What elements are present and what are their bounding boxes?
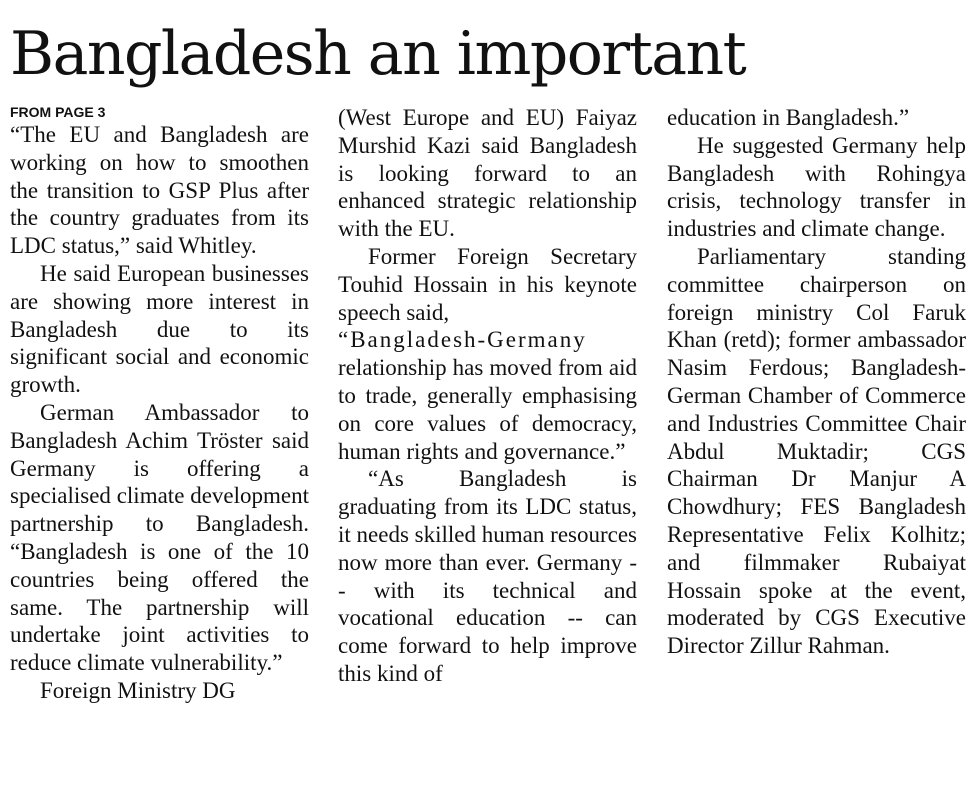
article-column-2 <box>338 104 637 688</box>
paragraph: Foreign Ministry DG <box>40 677 236 703</box>
headline: Bangladesh an important <box>10 19 746 89</box>
paragraph: German Ambassador to Bangladesh Achim Tröster said Germany is offering a specialised climate development partnership to Bangladesh. “Bangladesh is one of the 10 countries being offered the same. The partnership will undertake joint activities to reduce climate vulnerability.” <box>10 399 309 676</box>
paragraph: He said European businesses are showing more interest in Bangladesh due to its significant social and economic growth. <box>10 260 309 398</box>
paragraph: Parliamentary standing committee chairperson on foreign ministry Col Faruk Khan (retd); former ambassador Nasim Ferdous; Bangladesh-German Chamber of Commerce and Industries Committee Chair Abdul Muktadir; CGS Chairman Dr Manjur A Chowdhury; FES Bangladesh Representative Felix Kolhitz; and filmmaker Rubaiyat Hossain spoke at the event, moderated by CGS Executive Director Zillur Rahman. <box>667 243 966 659</box>
article-column-3 <box>667 104 966 660</box>
paragraph: Former Foreign Secretary Touhid Hossain in his keynote speech said, <box>338 243 637 325</box>
paragraph: (West Europe and EU) Faiyaz Murshid Kazi said Bangladesh is looking forward to an enhanced strategic relationship with the EU. <box>338 105 637 242</box>
continuation-kicker: FROM PAGE 3 <box>10 104 106 120</box>
paragraph: relationship has moved from aid to trade, generally emphasising on core values of democracy, human rights and governance.” <box>338 355 637 464</box>
paragraph: “As Bangladesh is graduating from its LDC status, it needs skilled human resources now more than ever. Germany -- with its technical and vocational education -- can come forward to help improve this kind of <box>338 466 637 686</box>
paragraph: education in Bangladesh.” <box>667 105 910 130</box>
paragraph: “Bangladesh-Germany <box>338 327 587 353</box>
paragraph: “The EU and Bangladesh are working on how to smoothen the transition to GSP Plus after the country graduates from its LDC status,” said Whitley. <box>10 122 309 259</box>
article-column-1 <box>10 104 309 705</box>
paragraph: He suggested Germany help Bangladesh with Rohingya crisis, technology transfer in industries and climate change. <box>667 132 966 242</box>
